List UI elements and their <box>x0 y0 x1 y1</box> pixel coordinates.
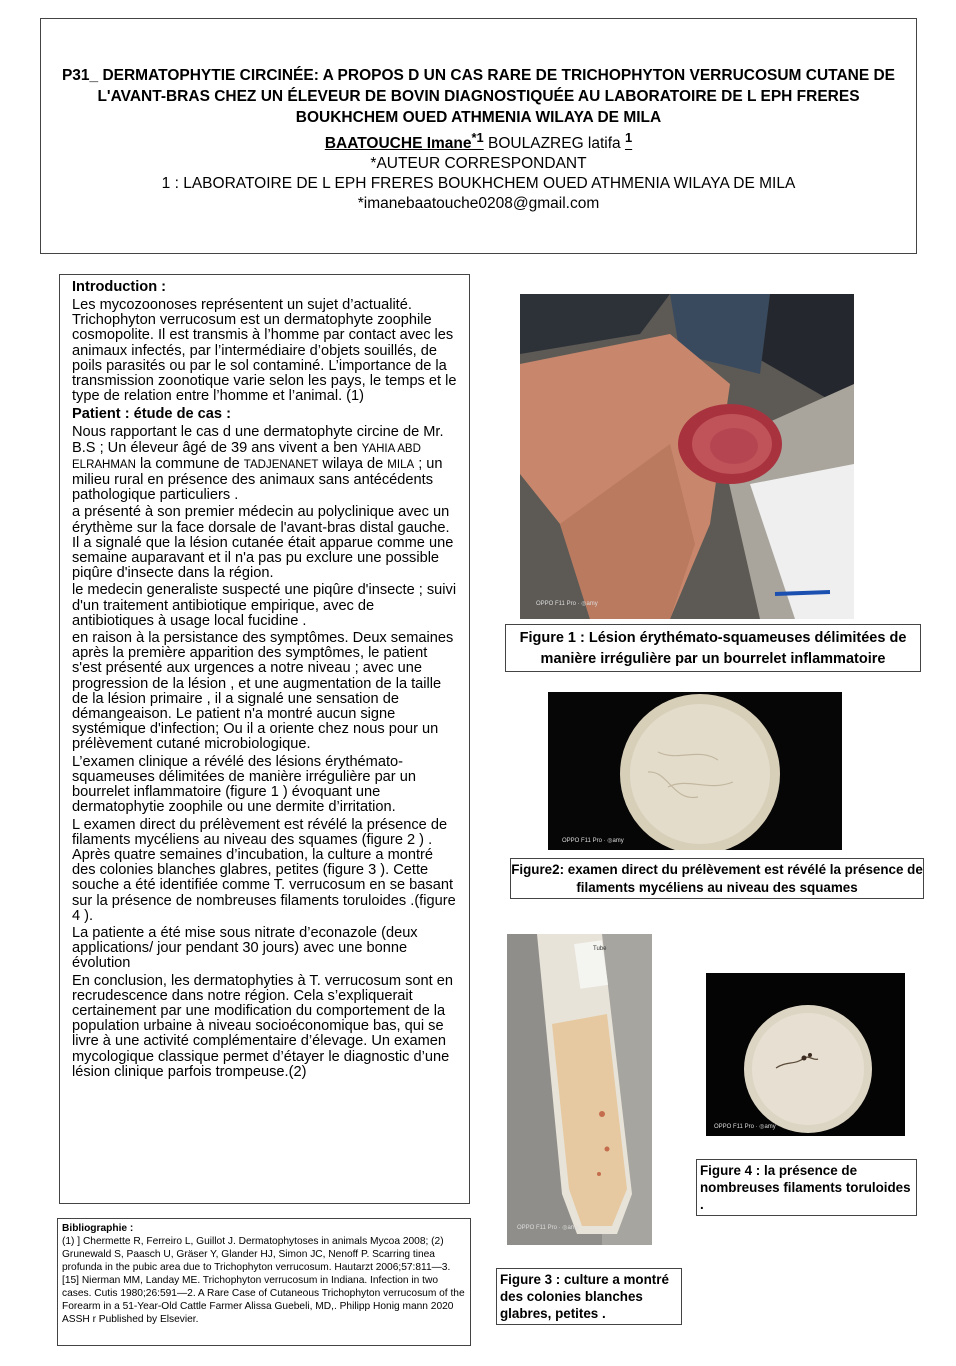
case-paragraph-4: en raison à la persistance des symptômes. Deux semaines après la première apparition des symptômes, le patient s'est présenté aux urgences a notre niveau ; avec une progression de la lésion , et une augmentation de la taille de la lésion primaire , il a signalé une sensation de démangeaison. Le patient n'a montré aucun signe systémique d'infection; Ou il a oriente chez nous pour un prélèvement cutané microbiologique. <box>72 630 454 753</box>
figure-2-caption: Figure2: examen direct du prélèvement est révélé la présence de filaments mycéliens au niveau des squames <box>510 858 924 899</box>
figure-1-caption: Figure 1 : Lésion érythémato-squameuses délimitées de manière irrégulière par un bourrelet inflammatoire <box>505 624 921 672</box>
case-paragraph-6: L examen direct du prélèvement est révélé la présence de filaments mycéliens au niveau des squames (figure 2 ) . Après quatre semaines d’incubation, la culture a montré des colonies blanches glabres, petites (figure 3 ). Cette souche a été identifiée comme T. verrucosum en se basant sur la présence de nombreuses filaments toruloides .(figure 4 ). <box>72 816 456 924</box>
bibliography-text: (1) ] Chermette R, Ferreiro L, Guillot J. Dermatophytoses in animals Mycoa 2008; (2) Grunewald S, Paasch U, Gräser Y, Glander HJ, Simon JC, Nenoff P. Scarring tinea profunda in the pubic area due to Trichophyton verrucosum. Hautarzt 2006;57:811—3. [15] Nierman MM, Landay ME. Trichophyton verrucosum in Indiana. Infection in two cases. Cutis 1980;26:591—2. A Rare Case of Cutaneous Trichophyton verrucosum of the Forearm in a 51-Year-Old Cattle Farmer Alissa Guebeli, MD,. Philipp Honig mann 2020 ASSH r Published by Elsevier. <box>62 1236 465 1325</box>
intro-text: Les mycozoonoses représentent un sujet d’actualité. Trichophyton verrucosum est un dermatophyte zoophile cosmopolite. Il est transmis à l’homme par contact avec les animaux infectés, par l’intermédiaire d’objets souillés, de poils parasités ou par le sol contaminé. L’importance de la transmission zoonotique varie selon les pays, le temps et le type de relation entre l’homme et l’animal. (1) <box>72 297 457 405</box>
culture-tube-image <box>507 934 652 1245</box>
photo-watermark: OPPO F11 Pro · ◎amy <box>536 601 598 607</box>
figure-1-photo <box>520 294 854 619</box>
figure-2-photo <box>548 692 842 850</box>
case-paragraph-7: La patiente a été mise sous nitrate d’econazole (deux applications/ jour pendant 30 jours) avec une bonne évolution <box>72 924 418 972</box>
figure-4-photo <box>706 973 905 1136</box>
place-name: MILA <box>387 458 415 471</box>
photo-watermark: OPPO F11 Pro · ◎amy <box>714 1124 776 1130</box>
case-paragraph-1: Nous rapportant le cas d une dermatophyte circine de Mr. B.S ; Un éleveur âgé de 39 ans vivent a ben YAHIA ABD ELRAHMAN la commune de TADJENANET wilaya de MILA ; un milieu rural en présence des animaux sans antécédents pathologique particuliers . <box>72 424 444 504</box>
main-text-box <box>59 274 470 1204</box>
main-author-sup: *1 <box>471 130 484 145</box>
figure-3-caption: Figure 3 : culture a montré des colonies blanches glabres, petites . <box>496 1268 682 1325</box>
photo-watermark: OPPO F11 Pro · ◎amy <box>517 1225 579 1231</box>
bibliography-heading: Bibliographie : <box>62 1223 134 1234</box>
affiliation: 1 : LABORATOIRE DE L EPH FRERES BOUKHCHEM OUED ATHMENIA WILAYA DE MILA <box>161 175 796 193</box>
bibliography-box <box>57 1218 471 1346</box>
figure-4-caption: Figure 4 : la présence de nombreuses filaments toruloides . <box>696 1159 917 1216</box>
photo-watermark: OPPO F11 Pro · ◎amy <box>562 838 624 844</box>
case-paragraph-8: En conclusion, les dermatophyties à T. verrucosum sont en recrudescence dans notre région. Cela s’expliquerait certainement par une modification du comportement de la population urbaine à niveau socioéconomique bas, qui se livre à une activité complémentaire d’élevage. Un examen mycologique classique permet d’étayer le diagnostic d’une lésion clinique parfois trompeuse.(2) <box>72 972 453 1080</box>
place-name: TADJENANET <box>243 458 319 471</box>
figure-3-photo <box>507 934 652 1245</box>
case-heading: Patient : étude de cas : <box>72 406 231 423</box>
place-name: YAHIA ABD ELRAHMAN <box>72 442 421 471</box>
case-paragraph-2: a présenté à son premier médecin au polyclinique avec un érythème sur la face dorsale de l'avant-bras distal gauche. Il a signalé que la lésion cutanée était apparue comme une semaine auparavant et il n'a pas pu exclure une possible piqûre d'insecte dans la région. <box>72 504 454 582</box>
second-author: BOULAZREG latifa <box>483 135 625 153</box>
case-paragraph-5: L’examen clinique a révélé des lésions érythémato-squameuses délimitées de manière irrégulière par un bourrelet inflammatoire (figure 1 ) évoquant une dermatophytie zoophile ou une dermite d’irritation. <box>72 753 416 816</box>
tube-label: Tube <box>593 946 607 952</box>
email: *imanebaatouche0208@gmail.com <box>357 195 600 213</box>
poster-header <box>40 18 917 254</box>
corresponding-author: *AUTEUR CORRESPONDANT <box>370 155 587 173</box>
microscopy-direct-exam-image <box>548 692 842 850</box>
microscopy-filaments-image <box>706 973 905 1136</box>
case-paragraph-3: le medecin generaliste suspecté une piqûre d'insecte ; suivi d'un traitement antibiotique empirique, avec de antibiotiques à usage local fucidine . <box>72 582 457 629</box>
authors-line <box>41 128 916 154</box>
poster-title: P31_ DERMATOPHYTIE CIRCINÉE: A PROPOS D UN CAS RARE DE TRICHOPHYTON VERRUCOSUM CUTANE DE L'AVANT-BRAS CHEZ UN ÉLEVEUR DE BOVIN DIAGNOSTIQUÉE AU LABORATOIRE DE L EPH FRERES BOUKHCHEM OUED ATHMENIA WILAYA DE MILA <box>61 67 896 126</box>
main-author: BAATOUCHE Imane <box>324 135 472 153</box>
second-author-sup: 1 <box>624 130 633 145</box>
forearm-lesion-image <box>520 294 854 619</box>
intro-heading: Introduction : <box>72 279 167 295</box>
